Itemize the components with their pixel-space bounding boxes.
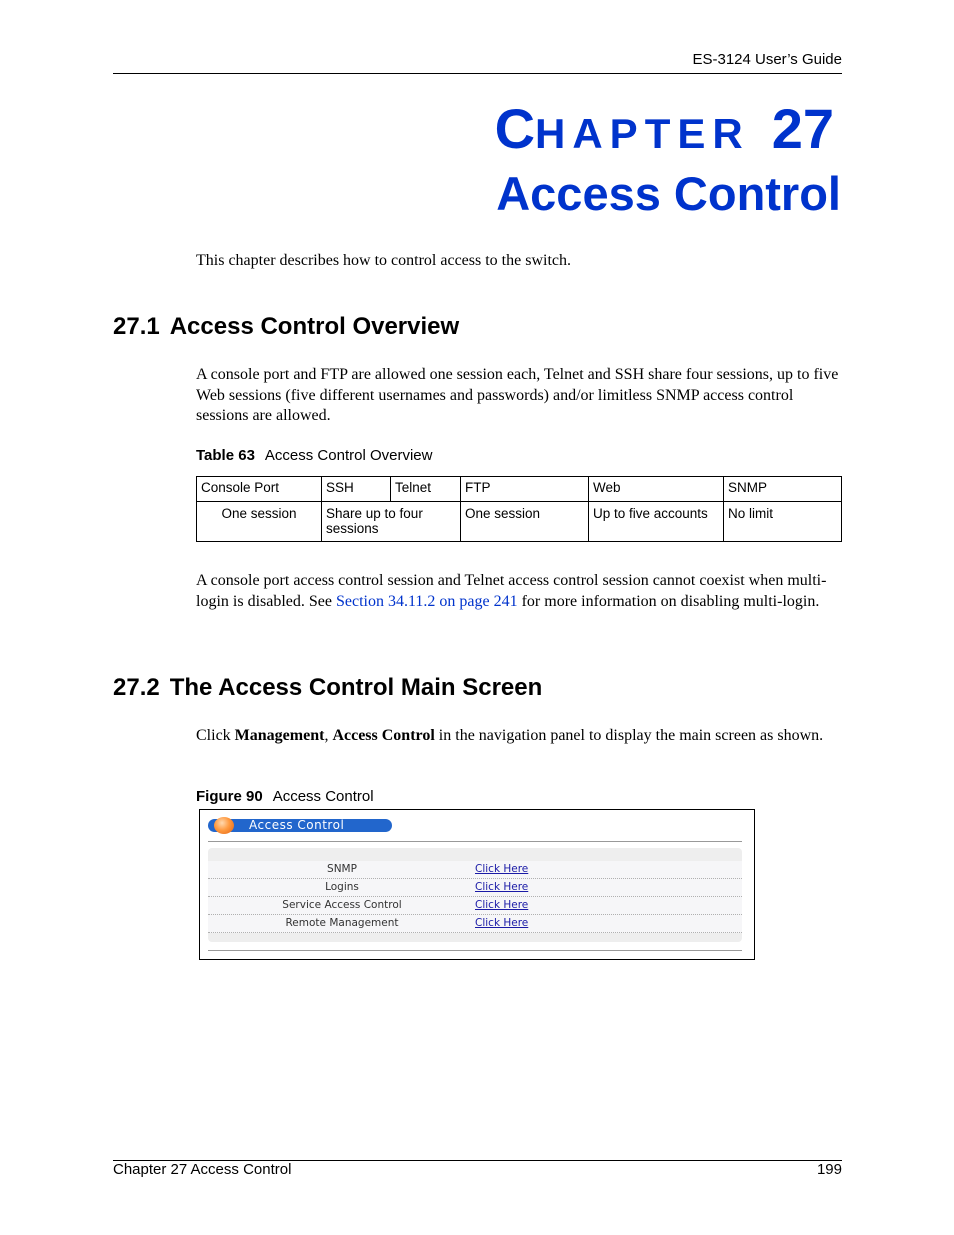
access-control-term: Access Control	[332, 727, 435, 744]
click-here-link[interactable]: Click Here	[475, 881, 529, 893]
figure-caption-label: Figure 90	[196, 788, 263, 805]
row-label: Remote Management	[285, 917, 399, 929]
screen-title: Access Control	[249, 818, 345, 832]
chapter-heading	[495, 96, 834, 161]
figure-caption	[196, 788, 374, 805]
chapter-number: 27	[771, 97, 834, 160]
table-header-cell: FTP	[461, 477, 589, 502]
table-cell: Up to five accounts	[589, 502, 724, 542]
header-guide-title: ES-3124 User’s Guide	[692, 51, 842, 68]
figure-caption-title: Access Control	[272, 788, 374, 805]
overview-paragraph: A console port and FTP are allowed one session each, Telnet and SSH share four sessions, up to five Web sessions (five different usernames and passwords) and/or limitless SNMP access control sessions are allowed.	[196, 366, 839, 424]
table-header-cell: SNMP	[724, 477, 842, 502]
main-screen-paragraph	[196, 726, 846, 747]
row-label: SNMP	[327, 863, 357, 875]
chapter-title: Access Control	[496, 167, 841, 220]
access-control-screenshot	[199, 809, 755, 960]
orange-ball-icon	[214, 817, 234, 834]
intro-paragraph: This chapter describes how to control access to the switch.	[196, 252, 571, 269]
section-number: 27.2	[113, 674, 160, 701]
page-number: 199	[816, 1161, 842, 1178]
row-label: Service Access Control	[282, 899, 402, 911]
table-caption	[196, 447, 432, 464]
table-header-cell: SSH	[322, 477, 391, 502]
list-item	[208, 879, 742, 897]
click-here-link[interactable]: Click Here	[475, 917, 529, 929]
section-heading-main-screen	[113, 674, 542, 702]
section-link[interactable]: Section 34.11.2 on page 241	[335, 592, 518, 610]
table-caption-label: Table 63	[196, 447, 255, 464]
table-header-cell: Telnet	[391, 477, 461, 502]
section-title: Access Control Overview	[169, 313, 460, 340]
list-item	[208, 897, 742, 915]
list-item	[208, 915, 742, 933]
click-here-link[interactable]: Click Here	[475, 899, 529, 911]
table-cell: No limit	[724, 502, 842, 542]
list-item	[208, 861, 742, 879]
section-heading-overview	[113, 313, 459, 341]
click-here-link[interactable]: Click Here	[475, 863, 529, 875]
table-cell: One session	[461, 502, 589, 542]
footer-chapter-title: Chapter 27 Access Control	[113, 1161, 292, 1178]
section-title: The Access Control Main Screen	[169, 674, 543, 701]
paragraph-text: in the navigation panel to display the main screen as shown.	[434, 727, 824, 744]
divider	[208, 950, 742, 951]
settings-panel	[208, 848, 742, 942]
paragraph-text: ,	[324, 727, 333, 744]
table-row	[197, 502, 842, 542]
chapter-initial: C	[494, 97, 536, 160]
section-number: 27.1	[113, 313, 160, 340]
multi-login-paragraph	[196, 571, 846, 612]
row-label: Logins	[325, 881, 359, 893]
divider	[208, 841, 742, 842]
chapter-word: HAPTER	[535, 110, 750, 157]
management-term: Management	[234, 727, 325, 744]
table-header-row	[197, 477, 842, 502]
table-header-cell: Web	[589, 477, 724, 502]
paragraph-text: Click	[196, 727, 235, 744]
table-header-cell: Console Port	[197, 477, 322, 502]
paragraph-text: for more information on disabling multi-login.	[517, 592, 820, 610]
table-cell: Share up to four sessions	[322, 502, 461, 542]
table-cell: One session	[197, 502, 322, 542]
paragraph-text: A console port access control session and Telnet access control session cannot coexist when multi-login is disabled. See	[196, 572, 827, 610]
table-caption-title: Access Control Overview	[264, 447, 433, 464]
access-overview-table	[196, 476, 842, 542]
header-rule	[113, 73, 842, 74]
